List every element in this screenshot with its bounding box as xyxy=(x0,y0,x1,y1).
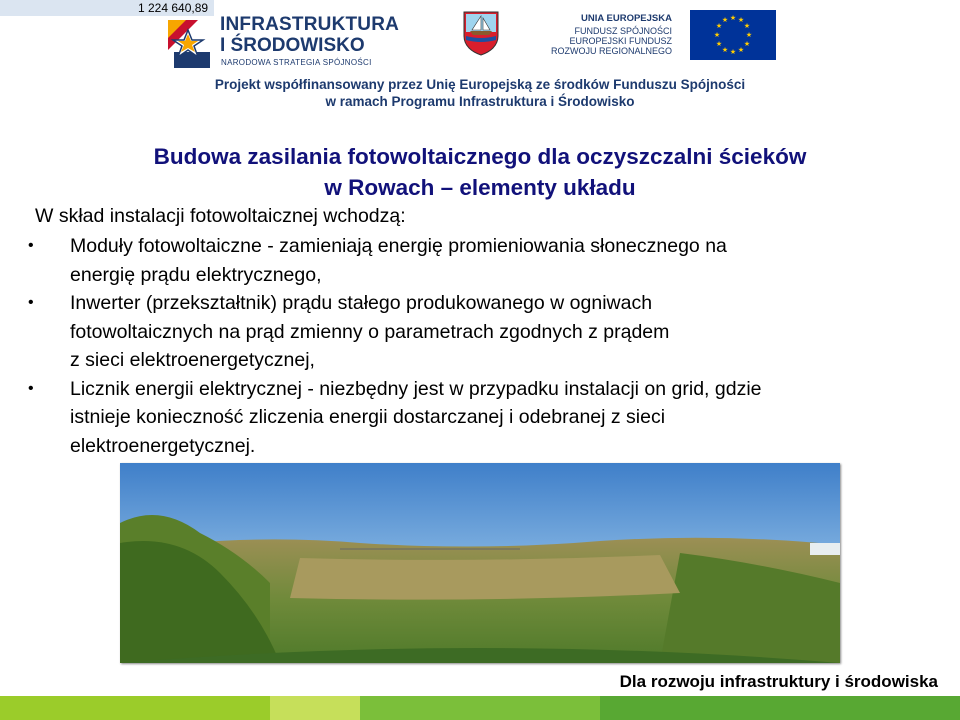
project-cofinancing-line1: Projekt współfinansowany przez Unię Europejską ze środków Funduszu Spójności xyxy=(214,77,746,92)
component-list xyxy=(18,232,948,460)
svg-text:★: ★ xyxy=(737,16,745,24)
eu-funds-logo xyxy=(550,10,776,60)
list-item-text: elektroenergetycznej. xyxy=(70,434,256,457)
list-item-text: Moduły fotowoltaiczne - zamieniają energię promieniowania słonecznego na xyxy=(70,235,727,257)
infrastruktura-srodowisko-logo xyxy=(160,12,400,72)
svg-text:★: ★ xyxy=(729,14,737,22)
svg-text:★: ★ xyxy=(715,40,723,48)
eu-flag-icon xyxy=(690,10,776,60)
logo-left-line1: INFRASTRUKTURA xyxy=(220,14,400,35)
list-item-text: z sieci elektroenergetycznej, xyxy=(70,349,315,371)
site-landscape-image xyxy=(120,463,840,663)
municipal-crest-icon xyxy=(462,10,500,56)
list-item-meter xyxy=(18,375,948,461)
bullet-icon: • xyxy=(28,237,34,254)
logo-right-line1: UNIA EUROPEJSKA xyxy=(581,13,672,24)
svg-text:★: ★ xyxy=(743,40,751,48)
list-item-inverter xyxy=(18,289,948,375)
slide-title-line2: w Rowach – elementy układu xyxy=(324,175,636,200)
list-item-text: Inwerter (przekształtnik) prądu stałego produkowanego w ogniwach xyxy=(70,292,653,314)
svg-text:★: ★ xyxy=(721,16,729,24)
bottom-color-stripe xyxy=(0,696,960,720)
list-item-text: Licznik energii elektrycznej - niezbędny jest w przypadku instalacji on grid, gdzie xyxy=(70,377,762,400)
nss-star-icon xyxy=(162,16,212,68)
eu-stars-icon xyxy=(690,10,776,60)
slide-title-line1: Budowa zasilania fotowoltaicznego dla oczyszczalni ścieków xyxy=(153,144,807,169)
logo-right-line2: FUNDUSZ SPÓJNOŚCI xyxy=(574,26,672,36)
logo-right-line4: ROZWOJU REGIONALNEGO xyxy=(550,46,672,56)
svg-text:★: ★ xyxy=(729,48,737,56)
list-item-text: istnieje konieczność zliczenia energii dostarczanej i odebranej z sieci xyxy=(70,406,666,428)
stripe-segment xyxy=(270,696,360,720)
svg-text:★: ★ xyxy=(721,46,729,54)
svg-text:★: ★ xyxy=(737,46,745,54)
panorama-photo xyxy=(120,463,840,663)
svg-text:★: ★ xyxy=(743,22,751,30)
footer-slogan: Dla rozwoju infrastruktury i środowiska xyxy=(619,672,938,691)
svg-text:★: ★ xyxy=(715,22,723,30)
svg-text:★: ★ xyxy=(713,31,721,39)
logo-right-lines xyxy=(551,26,672,56)
intro-text: W skład instalacji fotowoltaicznej wchodzą: xyxy=(35,205,406,227)
logo-left-line3: NARODOWA STRATEGIA SPÓJNOŚCI xyxy=(221,58,372,67)
list-item-text: energię prądu elektrycznego, xyxy=(70,263,322,286)
stripe-segment xyxy=(360,696,600,720)
list-item-text: fotowoltaicznych na prąd zmienny o parametrach zgodnych z prądem xyxy=(70,320,670,343)
svg-text:★: ★ xyxy=(745,31,753,39)
stripe-segment xyxy=(600,696,960,720)
list-item-modules xyxy=(18,232,948,289)
logo-right-line3: EUROPEJSKI FUNDUSZ xyxy=(569,36,672,46)
bullet-icon: • xyxy=(28,379,34,397)
bullet-icon: • xyxy=(28,294,34,311)
logo-left-line2: I ŚRODOWISKO xyxy=(220,35,365,56)
stripe-segment xyxy=(0,696,270,720)
project-cofinancing-line2: w ramach Programu Infrastruktura i Środowisko xyxy=(325,94,635,109)
amount-tag: 1 224 640,89 xyxy=(0,0,214,16)
